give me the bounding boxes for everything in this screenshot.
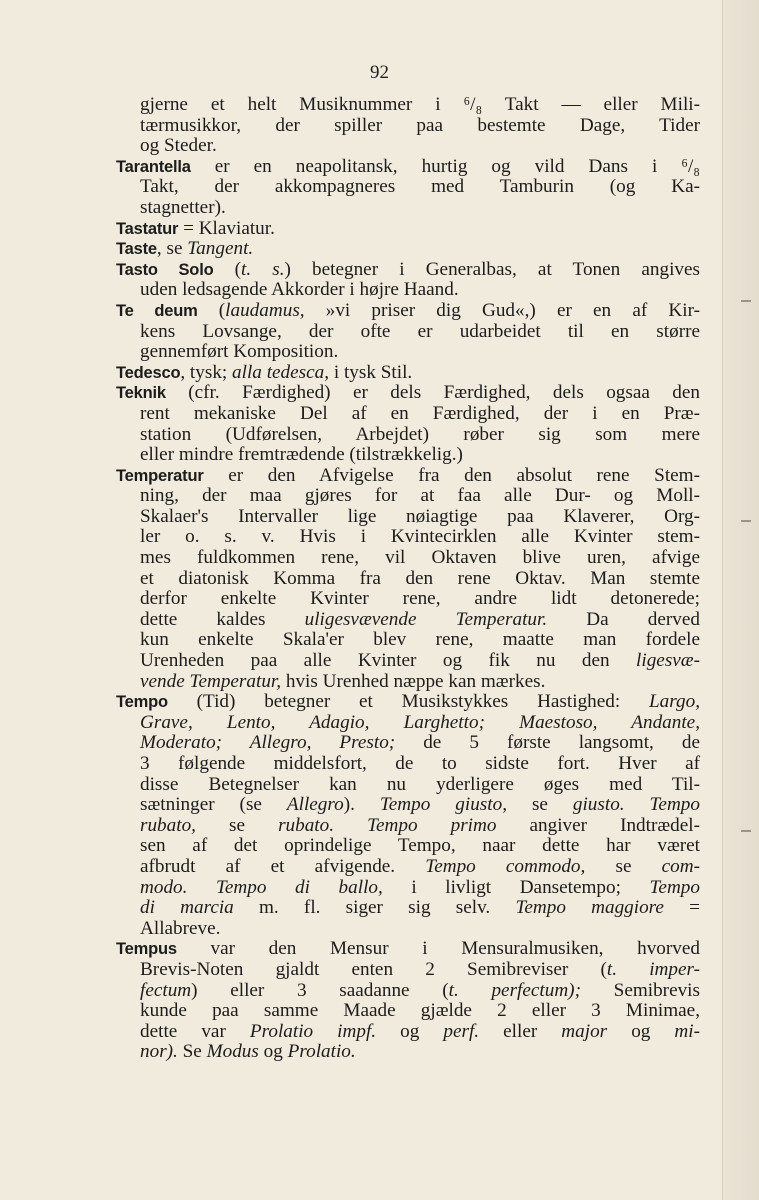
entry-tempo (116, 692, 700, 939)
text-span: mes fuldkommen rene, vil Oktaven blive uren, afvige (140, 547, 700, 569)
headword: Tasto Solo (116, 260, 214, 279)
text-span: eller mindre fremtrædende (tilstrækkelig.) (140, 444, 463, 466)
text-line (116, 239, 700, 260)
cross-reference: Tangent. (187, 238, 254, 260)
text-span: tærmusikkor, der spiller paa bestemte Dage, Tider (140, 114, 700, 136)
text-line (116, 857, 700, 878)
italic-span: t. imper- (606, 958, 700, 980)
text-span: 3 følgende middelsfort, de to sidste fort. Hver af (140, 753, 700, 774)
headword: Tastatur (116, 219, 179, 238)
text-line (116, 630, 700, 651)
italic-span: t. s. (240, 258, 285, 280)
text-span: station (Udførelsen, Arbejdet) røber sig som mere (140, 423, 700, 445)
text-line (140, 136, 700, 157)
text-span: se (585, 855, 662, 877)
italic-span: Tempo commodo, (425, 855, 586, 877)
page-number: 92 (370, 62, 389, 83)
text-line (116, 507, 700, 528)
headword: Tempo (116, 693, 168, 712)
entry-tedesco (116, 363, 700, 384)
text-line (116, 157, 700, 178)
text-span: angiver Indtrædel- (496, 814, 700, 836)
text-span: i tysk Stil. (329, 361, 413, 383)
text-span: i livligt Dansetempo; (382, 876, 650, 898)
text-line (116, 795, 700, 816)
text-line (116, 1022, 700, 1043)
text-span: Allabreve. (140, 917, 221, 939)
entry-taste (116, 239, 700, 260)
edge-mark (741, 520, 751, 522)
edge-mark (741, 300, 751, 302)
text-span: og (258, 1041, 288, 1063)
entry-tarantella (116, 157, 700, 219)
text-span: Takt, der akkompagneres med Tamburin (og Ka- (140, 176, 700, 198)
italic-span: Moderato; Allegro, Presto; (140, 732, 396, 754)
text-line (116, 445, 700, 466)
text-span: kun enkelte Skala'er blev rene, maatte man fordele (140, 629, 700, 651)
italic-span: alla tedesca, (232, 361, 330, 383)
text-line (116, 404, 700, 425)
text-line (116, 569, 700, 590)
headword: Tedesco (116, 363, 181, 382)
headword: Tarantella (116, 157, 191, 176)
text-span: stagnetter). (140, 196, 226, 218)
italic-span: uligesvævende Temperatur. (304, 608, 548, 630)
italic-span: mi- (674, 1020, 700, 1042)
text-line (116, 733, 700, 754)
text-span: ( (213, 258, 241, 280)
text-line (140, 116, 700, 137)
text-span: hvis Urenhed næppe kan mærkes. (281, 670, 546, 692)
text-span: = (663, 897, 700, 919)
text-line (116, 651, 700, 672)
text-span: og (607, 1020, 675, 1042)
italic-span: t. perfectum); (448, 979, 581, 1001)
italic-span: Prolatio. (287, 1041, 356, 1063)
headword: Taste (116, 240, 157, 259)
entry-continuation (116, 95, 700, 157)
text-line (116, 425, 700, 446)
text-span: »vi priser dig Gud«,) er en af Kir- (304, 299, 700, 321)
dictionary-text (116, 95, 700, 1063)
text-line (116, 836, 700, 857)
text-line (116, 589, 700, 610)
text-line (116, 383, 700, 404)
text-span: ( (197, 299, 226, 321)
text-span: rent mekaniske Del af en Færdighed, der i en Præ- (140, 402, 700, 424)
page-edge (722, 0, 759, 1200)
text-line (116, 548, 700, 569)
text-line (116, 486, 700, 507)
italic-span: laudamus, (225, 299, 305, 321)
italic-span: fectum (140, 979, 192, 1001)
italic-span: ligesvæ- (636, 650, 700, 672)
text-span: var den Mensur i Mensuralmusiken, hvorved (176, 938, 700, 960)
text-span: et diatonisk Komma fra den rene Oktav. Man stemte (140, 567, 700, 589)
text-span: se (195, 814, 279, 836)
text-line (116, 1042, 700, 1063)
text-line (116, 219, 700, 240)
text-span: = Klaviatur. (178, 217, 275, 239)
italic-span: Tempo maggiore (515, 897, 664, 919)
text-span: Skalaer's Intervaller lige nøiagtige paa Klaverer, Org- (140, 505, 700, 527)
italic-span: rubato, (140, 814, 196, 836)
entry-teknik (116, 383, 700, 465)
text-span: m. fl. siger sig selv. (233, 897, 516, 919)
text-line (116, 177, 700, 198)
text-line (116, 260, 700, 281)
italic-span: Grave, Lento, Adagio, Larghetto; Maestoso, Andante, (140, 711, 700, 733)
italic-span: Allegro (286, 794, 344, 816)
italic-span: Modus (206, 1041, 259, 1063)
text-line (116, 280, 700, 301)
text-span: uden ledsagende Akkorder i højre Haand. (140, 279, 459, 301)
headword: Tempus (116, 940, 177, 959)
text-span: (cfr. Færdighed) er dels Færdighed, dels ogsaa den (165, 382, 700, 404)
text-line (116, 527, 700, 548)
headword: Teknik (116, 384, 166, 403)
italic-span: perf. (443, 1020, 480, 1042)
text-line (116, 713, 700, 734)
edge-mark (741, 830, 751, 832)
text-line (116, 1001, 700, 1022)
text-span: ) eller 3 saadanne ( (191, 979, 449, 1001)
italic-span: Largo, (648, 691, 700, 713)
text-span: derfor enkelte Kvinter rene, andre lidt detonerede; (140, 588, 700, 610)
text-span: ler o. s. v. Hvis i Kvintecirklen alle Kvinter stem- (140, 526, 700, 548)
text-span: kunde paa samme Maade gjælde 2 eller 3 Minimae, (140, 1000, 700, 1022)
text-line (116, 672, 700, 693)
text-span: ) betegner i Generalbas, at Tonen angives (284, 258, 700, 280)
text-line (116, 322, 700, 343)
text-span: kens Lovsange, der ofte er udarbeidet til en større (140, 320, 700, 342)
text-span: gjerne et helt Musiknummer i ⁶/₈ Takt — eller Mili- (140, 94, 700, 115)
text-line (116, 960, 700, 981)
headword: Te deum (116, 301, 198, 320)
italic-span: di marcia (140, 897, 234, 919)
text-span: , tysk; (180, 361, 233, 383)
text-span: ). (343, 794, 380, 816)
text-span: sen af det oprindelige Tempo, naar dette har været (140, 835, 700, 857)
entry-tasto-solo (116, 260, 700, 301)
italic-span: rubato. Tempo primo (278, 814, 497, 836)
italic-span: Tempo giusto, (379, 794, 507, 816)
text-span: Urenheden paa alle Kvinter og fik nu den (140, 650, 637, 672)
text-line (116, 754, 700, 775)
text-line (116, 816, 700, 837)
entry-tempus (116, 939, 700, 1063)
text-line (116, 198, 700, 219)
headword: Temperatur (116, 466, 204, 485)
text-line (116, 692, 700, 713)
text-span: afbrudt af et afvigende. (140, 855, 426, 877)
italic-span: modo. Tempo di ballo, (140, 876, 383, 898)
text-line (116, 981, 700, 1002)
text-span: disse Betegnelser kan nu yderligere øges med Til- (140, 773, 700, 795)
text-span: , se (156, 238, 188, 260)
text-span: og (376, 1020, 444, 1042)
text-line (116, 466, 700, 487)
text-line (140, 95, 700, 116)
text-line (116, 363, 700, 384)
text-line (116, 342, 700, 363)
text-span: ning, der maa gjøres for at faa alle Dur- og Moll- (140, 485, 700, 507)
text-line (116, 878, 700, 899)
text-line (116, 919, 700, 940)
italic-span: giusto. Tempo (572, 794, 700, 816)
text-span: Se (177, 1041, 207, 1063)
text-span: Brevis-Noten gjaldt enten 2 Semibreviser ( (140, 958, 607, 980)
text-span: gennemført Komposition. (140, 341, 339, 363)
text-line (116, 775, 700, 796)
entry-temperatur (116, 466, 700, 693)
italic-span: vende Temperatur, (140, 670, 282, 692)
text-span: dette kaldes (140, 608, 305, 630)
entry-te-deum (116, 301, 700, 363)
text-line (116, 939, 700, 960)
text-span: Semibrevis (580, 979, 700, 1001)
italic-span: Prolatio impf. (249, 1020, 377, 1042)
italic-span: Tempo (649, 876, 700, 898)
text-span: eller (479, 1020, 562, 1042)
text-line (116, 301, 700, 322)
text-span: de 5 første langsomt, de (395, 732, 700, 754)
text-span: og Steder. (140, 135, 217, 157)
text-line (116, 898, 700, 919)
italic-span: com- (661, 855, 701, 877)
text-span: dette var (140, 1020, 250, 1042)
italic-span: nor). (140, 1041, 178, 1063)
italic-span: major (561, 1020, 608, 1042)
text-span: (Tid) betegner et Musikstykkes Hastighed: (167, 691, 649, 713)
text-span: er en neapolitansk, hurtig og vild Dans i ⁶/₈ (190, 155, 700, 177)
text-line (116, 610, 700, 631)
text-span: se (507, 794, 573, 816)
entry-tastatur (116, 219, 700, 240)
text-span: er den Afvigelse fra den absolut rene Stem- (203, 464, 700, 486)
text-span: Da derved (547, 608, 700, 630)
text-span: sætninger (se (140, 794, 287, 816)
